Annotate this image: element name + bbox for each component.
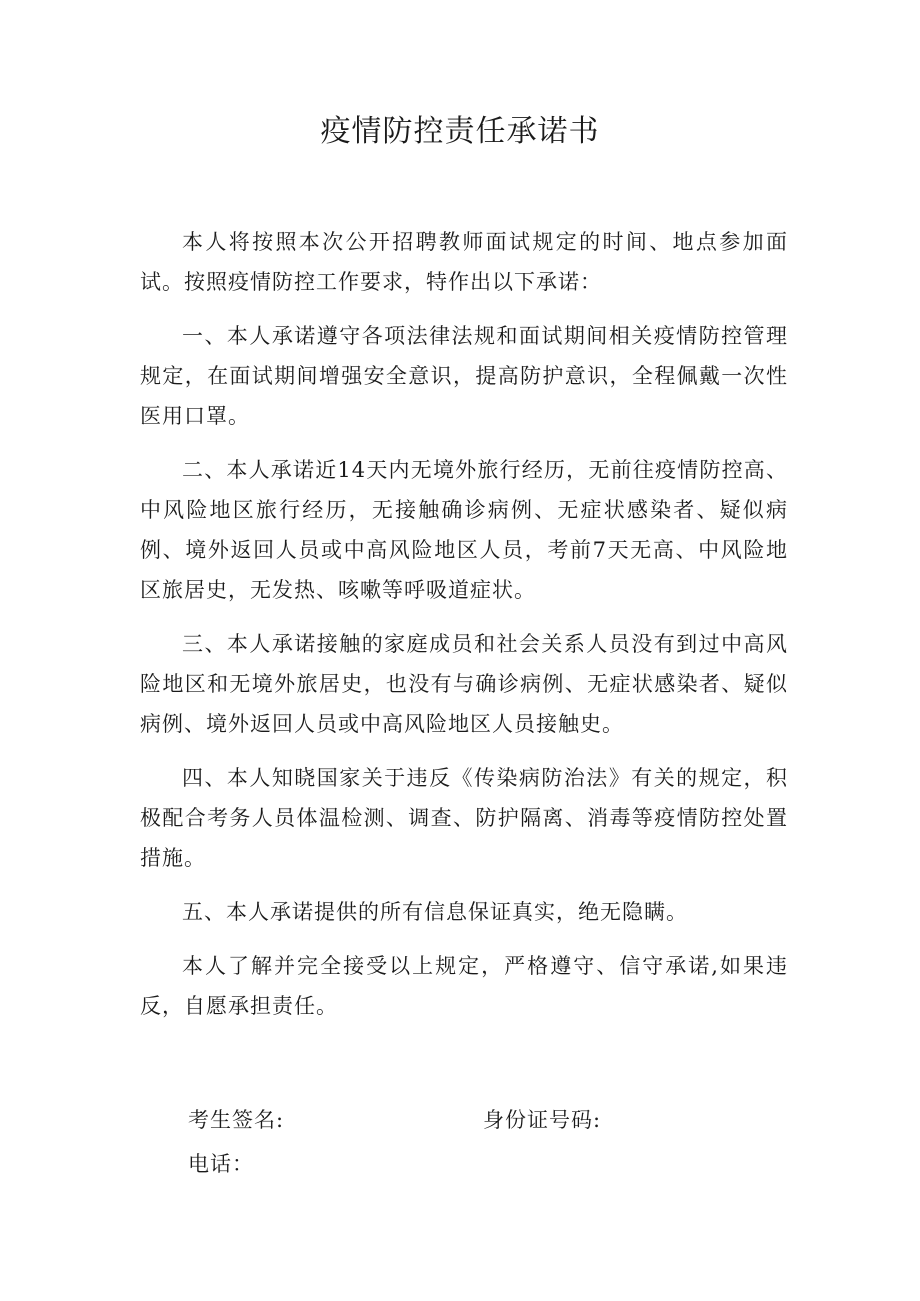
document-title: 疫情防控责任承诺书 <box>320 114 600 149</box>
phone-label: 电话： <box>188 1152 254 1176</box>
document-body <box>140 222 788 1040</box>
id-number-label: 身份证号码: <box>483 1108 602 1132</box>
intro-paragraph: 本人将按照本次公开招聘教师面试规定的时间、地点参加面试。按照疫情防控工作要求，特作出以下承诺： <box>140 230 788 294</box>
pledge-paragraph-4: 四、本人知晓国家关于违反《传染病防治法》有关的规定，积极配合考务人员体温检测、调查、防护隔离、消毒等疫情防控处置措施。 <box>140 766 788 870</box>
closing-paragraph: 本人了解并完全接受以上规定，严格遵守、信守承诺,如果违反，自愿承担责任。 <box>140 954 788 1018</box>
pledge-paragraph-5: 五、本人承诺提供的所有信息保证真实，绝无隐瞒。 <box>182 900 688 924</box>
pledge-paragraph-2: 二、本人承诺近14天内无境外旅行经历，无前往疫情防控高、中风险地区旅行经历，无接触确诊病例、无症状感染者、疑似病例、境外返回人员或中高风险地区人员，考前7天无高、中风险地区旅居史，无发热、咳嗽等呼吸道症状。 <box>140 458 788 602</box>
pledge-paragraph-3: 三、本人承诺接触的家庭成员和社会关系人员没有到过中高风险地区和无境外旅居史，也没有与确诊病例、无症状感染者、疑似病例、境外返回人员或中高风险地区人员接触史。 <box>140 632 788 736</box>
pledge-paragraph-1: 一、本人承诺遵守各项法律法规和面试期间相关疫情防控管理规定，在面试期间增强安全意识，提高防护意识，全程佩戴一次性医用口罩。 <box>140 324 788 428</box>
signature-name-label: 考生签名: <box>188 1108 285 1132</box>
